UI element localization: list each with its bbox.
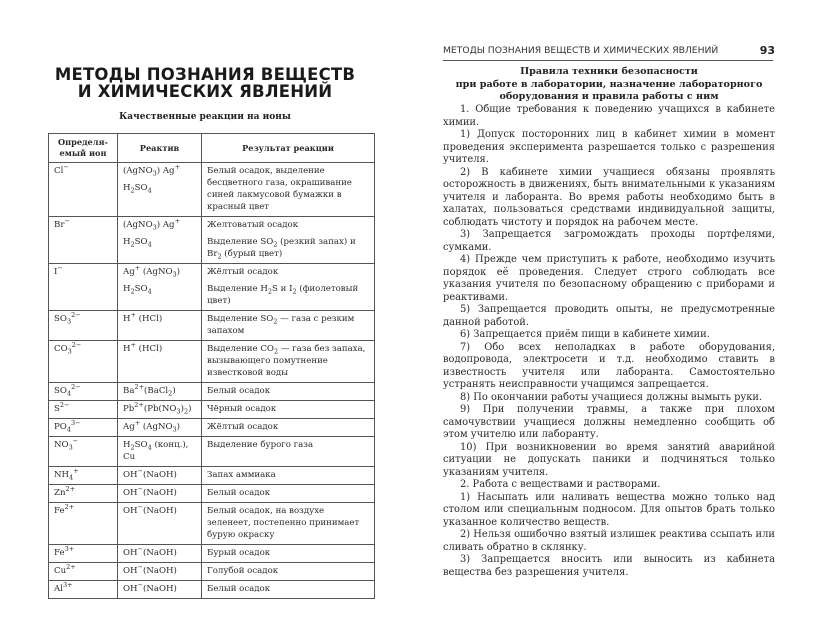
reagent-cell-text: OH−(NaOH) [123,485,177,498]
result-cell-text: Белый осадок [207,488,271,498]
reagent-cell-text: (AgNO$_3$) Ag+ [123,217,181,232]
result-cell [202,503,375,545]
result-cell-text: Выделение бурого газа [207,440,314,450]
chapter-title [0,66,410,100]
section-title [443,66,775,104]
paragraph: 7) Обо всех неполадках в работе оборудования, водопровода, электросети и т.д. необходимо ставить в известность учителя или лаборанта. Самостоятельно устранять неисправности учащимся запрещается. [443,341,775,390]
ion-cell [49,485,118,503]
section-title-line: Правила техники безопасности [520,66,698,77]
ion-cell [49,311,118,341]
chapter-title-line2: И ХИМИЧЕСКИХ ЯВЛЕНИЙ [77,82,333,101]
reagent-cell [118,437,202,467]
table-row [49,503,375,545]
paragraph: 10) При возникновении во время занятий аварийной ситуации не допускать паники и подчиняться только указаниям учителя. [443,441,775,478]
ion-cell [49,419,118,437]
header-result: Результат реакции [202,134,375,163]
ion-cell [49,503,118,545]
paragraph: 3) Запрещается загромождать проходы портфелями, сумками. [443,229,775,253]
paragraph: 8) По окончании работы учащиеся должны вымыть руки. [460,391,763,403]
table-row [49,341,375,383]
table-row [49,419,375,437]
table-body [49,163,375,599]
reagent-cell [118,311,202,341]
reagent-cell [118,264,202,311]
table-row [49,264,375,311]
ion-cell-text: Br− [54,217,70,230]
result-cell [202,485,375,503]
reagent-cell-text: H+ (HCl) [123,311,163,324]
reagent-cell-text: $H_2SO_4$ [123,183,152,195]
table-row [49,563,375,581]
reagent-cell-text: $Pb^{2+}(Pb(NO_3)_2)$ [123,401,192,416]
table-header-row [49,134,375,163]
result-cell [202,437,375,467]
result-cell [202,217,375,264]
reagent-cell [118,503,202,545]
paragraph: 2. Работа с веществами и растворами. [460,479,661,490]
ion-cell-text: I− [54,264,63,277]
paragraph: 9) При получении травмы, а также при плохом самочувствии учащиеся должны немедленно сообщить об этом учителю или лаборанту. [443,404,775,440]
ion-cell [49,341,118,383]
right-page [410,0,820,636]
ion-cell-text: $Cu^{2+}$ [54,563,76,576]
reagent-cell [118,545,202,563]
result-cell [202,419,375,437]
result-cell-text: Запах аммиака [207,470,276,480]
result-cell [202,163,375,217]
table-row [49,581,375,599]
ion-cell-text: $CO_3^{2-}$ [54,341,82,356]
paragraph: 2) Нельзя ошибочно взятый излишек реактива ссыпать или сливать обратно в склянку. [443,529,775,553]
reagent-cell-text: $H_2SO_4$ [123,284,152,296]
ion-cell-text: Cl− [54,163,69,176]
result-cell [202,311,375,341]
ion-cell-text: $SO_4^{2-}$ [54,383,81,398]
reagent-cell-text: OH−(NaOH) [123,563,177,576]
header-ion: Определя- емый ион [49,134,118,163]
reagent-cell [118,485,202,503]
reagent-cell [118,163,202,217]
ion-cell [49,264,118,311]
reagent-cell-text: $Ba^{2+}(BaCl_2)$ [123,383,176,398]
reagent-cell-text: OH−(NaOH) [123,467,177,480]
result-cell [202,467,375,485]
table-row [49,383,375,401]
reagent-cell-text: Ag+ (AgNO$_3$) [123,264,181,279]
result-cell-text: Белый осадок, выделение бесцветного газа, окрашивание синей лакмусовой бумажки в красный цвет [207,166,352,212]
result-cell [202,563,375,581]
ion-cell-text: $Fe^{3+}$ [54,545,75,558]
table-row [49,217,375,264]
reagent-cell-text: OH−(NaOH) [123,545,177,558]
table-row [49,401,375,419]
result-cell-text: Бурый осадок [207,548,271,558]
ion-cell [49,563,118,581]
reagent-cell [118,341,202,383]
result-cell [202,264,375,311]
result-cell-text: Выделение $SO_2$ (резкий запах) и $Br_2$ (бурый цвет) [207,237,356,261]
paragraph: 5) Запрещается проводить опыты, не предусмотренные данной работой. [443,304,775,328]
ion-reactions-table [48,133,375,599]
result-cell-text: Желтоватый осадок [207,220,299,230]
table-row [49,485,375,503]
reagent-cell-text: H+ (HCl) [123,341,163,354]
paragraph: 6) Запрещается приём пищи в кабинете химии. [460,329,710,340]
ion-cell-text: $NH_4^+$ [54,467,79,482]
reagent-cell-text: $H_2SO_4$ [123,237,152,249]
ion-cell-text: $Fe^{2+}$ [54,503,75,516]
result-cell-text: Выделение $CO_2$ — газа без запаха, вызывающего помутнение известковой воды [207,344,366,378]
result-cell-text: Белый осадок [207,386,271,396]
reagent-cell [118,419,202,437]
ion-cell-text: $Zn^{2+}$ [54,485,76,498]
reagent-cell-text: (AgNO$_3$) Ag+ [123,163,181,178]
reagent-cell-text: Ag+ (AgNO$_3$) [123,419,181,434]
result-cell-text: Белый осадок [207,584,271,594]
reagent-cell-text: OH−(NaOH) [123,581,177,594]
reagent-cell [118,383,202,401]
reagent-cell-text: OH−(NaOH) [123,503,177,516]
ion-cell-text: $NO_3^-$ [54,437,79,452]
result-cell-text: Голубой осадок [207,566,279,576]
result-cell [202,545,375,563]
result-cell [202,401,375,419]
page-number: 93 [759,44,775,57]
ion-cell [49,437,118,467]
reagent-cell [118,467,202,485]
paragraph: 1. Общие требования к поведению учащихся в кабинете химии. [443,104,775,128]
table-caption: Качественные реакции на ионы [119,112,291,122]
table-row [49,437,375,467]
ion-cell [49,217,118,264]
ion-cell [49,545,118,563]
ion-cell [49,467,118,485]
result-cell-text: Выделение $SO_2$ — газа с резким запахом [207,314,355,336]
result-cell-text: Белый осадок, на воздухе зеленеет, постепенно принимает бурую окраску [207,506,360,540]
paragraph: 1) Допуск посторонних лиц в кабинет химии в момент проведения эксперимента разрешается только с разрешения учителя. [443,129,775,165]
table-row [49,545,375,563]
paragraph: 3) Запрещается вносить или выносить из кабинета вещества без разрешения учителя. [443,554,775,578]
ion-cell-text: $SO_3^{2-}$ [54,311,81,326]
table-row [49,467,375,485]
ion-cell-text: $S^{2-}$ [54,401,70,414]
ion-cell [49,401,118,419]
ion-cell [49,581,118,599]
chapter-title-line1: МЕТОДЫ ПОЗНАНИЯ ВЕЩЕСТВ [54,65,356,84]
header-reagent: Реактив [118,134,202,163]
reagent-cell [118,581,202,599]
reagent-cell [118,217,202,264]
section-title-line: при работе в лаборатории, назначение лабораторного [455,78,763,90]
table-row [49,311,375,341]
result-cell-text: Жёлтый осадок [207,267,279,277]
running-header [443,45,773,61]
result-cell [202,383,375,401]
ion-cell [49,383,118,401]
paragraph: 4) Прежде чем приступить к работе, необходимо изучить порядок её проведения. Следует строго соблюдать все указания учителя по безопасному обращению с приборами и реактивами. [443,254,775,303]
result-cell-text: Чёрный осадок [207,404,277,414]
running-header-text: МЕТОДЫ ПОЗНАНИЯ ВЕЩЕСТВ И ХИМИЧЕСКИХ ЯВЛЕНИЙ [443,45,719,56]
section-title-line: оборудования и правила работы с ним [499,91,719,102]
body-text [443,104,775,579]
table-row [49,163,375,217]
paragraph: 1) Насыпать или наливать вещества можно только над столом или специальным подносом. Для опытов брать только указанное количество веществ. [443,491,775,528]
paragraph: 2) В кабинете химии учащиеся обязаны проявлять осторожность в движениях, быть внимательными к указаниям учителя и лаборанта. Во время работы необходимо быть в халатах, пользоваться средствами индивидуальной защиты, соблюдать чистоту и порядок на рабочем месте. [443,166,775,228]
reagent-cell-text: $H_2SO_4$ (конц.), Cu [123,440,189,462]
result-cell [202,341,375,383]
ion-cell-text: $PO_4^{3-}$ [54,419,81,434]
result-cell-text: Жёлтый осадок [207,422,279,432]
result-cell [202,581,375,599]
reagent-cell [118,401,202,419]
ion-cell [49,163,118,217]
ion-cell-text: $Al^{3+}$ [54,581,73,594]
result-cell-text: Выделение $H_2S$ и $I_2$ (фиолетовый цвет) [207,284,359,306]
reagent-cell [118,563,202,581]
